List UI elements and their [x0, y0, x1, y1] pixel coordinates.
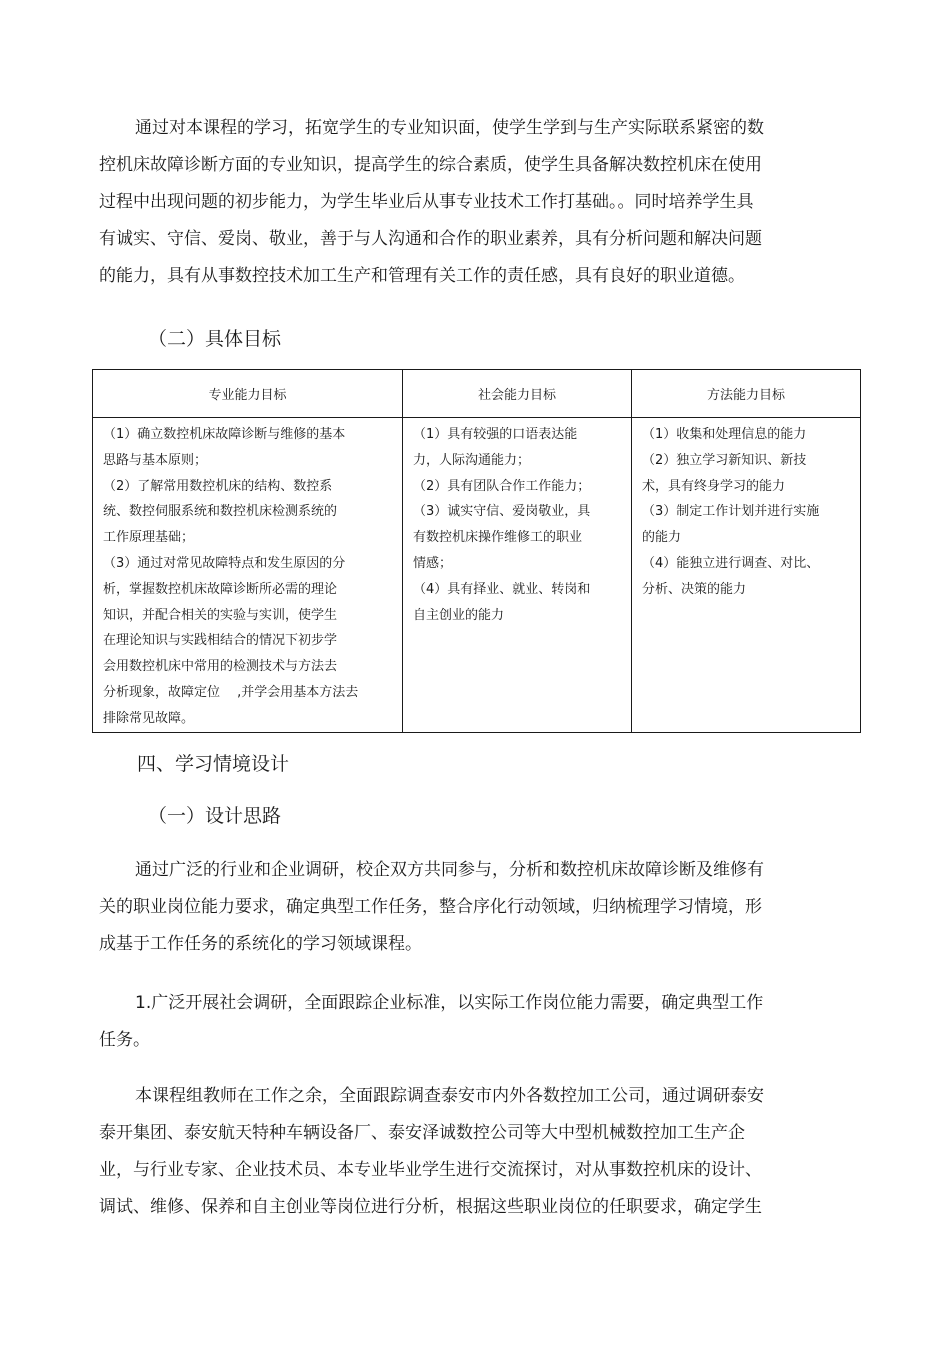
research-line: 业，与行业专家、企业技术员、本专业毕业学生进行交流探讨，对从事数控机床的设计、	[99, 1160, 762, 1180]
social-goal-line: 有数控机床操作维修工的职业	[413, 530, 583, 546]
method-goals-cell	[632, 418, 861, 733]
social-goal-line: （3）诚实守信、爱岗敬业，具	[413, 504, 591, 520]
point-one-paragraph	[99, 985, 801, 1059]
social-goal-line: 力，人际沟通能力；	[413, 452, 531, 468]
intro-line: 通过对本课程的学习，拓宽学生的专业知识面，使学生学到与生产实际联系紧密的数	[135, 118, 764, 138]
header-professional-goals: 专业能力目标	[93, 370, 403, 418]
professional-goal-line: 分析现象，故障定位 ,并学会用基本方法去	[103, 684, 359, 700]
professional-goal-line: 工作原理基础；	[103, 530, 195, 546]
method-goal-line: 分析、决策的能力	[642, 581, 747, 597]
goals-table	[92, 369, 861, 733]
professional-goal-line: （3）通过对常见故障特点和发生原因的分	[103, 555, 346, 571]
social-goals-cell	[403, 418, 632, 733]
intro-line: 控机床故障诊断方面的专业知识，提高学生的综合素质，使学生具备解决数控机床在使用	[99, 155, 762, 175]
intro-line: 有诚实、守信、爱岗、敬业，善于与人沟通和合作的职业素养，具有分析问题和解决问题	[99, 229, 762, 249]
header-social-goals: 社会能力目标	[403, 370, 632, 418]
design-paragraph	[99, 852, 801, 963]
social-goal-line: （4）具有择业、就业、转岗和	[413, 581, 591, 597]
method-goal-line: （4）能独立进行调查、对比、	[642, 555, 820, 571]
intro-line: 的能力，具有从事数控技术加工生产和管理有关工作的责任感，具有良好的职业道德。	[99, 266, 745, 286]
social-goal-line: 自主创业的能力	[413, 607, 505, 623]
header-method-goals: 方法能力目标	[632, 370, 861, 418]
research-line: 调试、维修、保养和自主创业等岗位进行分析，根据这些职业岗位的任职要求，确定学生	[99, 1197, 762, 1217]
method-goal-line: 术，具有终身学习的能力	[642, 478, 786, 494]
specific-goals-heading: （二）具体目标	[148, 328, 282, 350]
professional-goal-line: 会用数控机床中常用的检测技术与方法去	[103, 659, 338, 675]
professional-goal-line: （2）了解常用数控机床的结构、数控系	[103, 478, 333, 494]
point-one-line: 1.广泛开展社会调研，全面跟踪企业标准，以实际工作岗位能力需要，确定典型工作	[135, 993, 764, 1013]
design-line: 成基于工作任务的系统化的学习领域课程。	[99, 934, 422, 954]
social-goal-line: 情感；	[413, 555, 453, 571]
intro-line: 过程中出现问题的初步能力，为学生毕业后从事专业技术工作打基础。。同时培养学生具	[99, 192, 754, 212]
professional-goal-line: 在理论知识与实践相结合的情况下初步学	[103, 633, 338, 649]
method-goal-line: 的能力	[642, 530, 682, 546]
goals-table-header-row	[93, 370, 861, 418]
research-line: 泰开集团、泰安航天特种车辆设备厂、泰安泽诚数控公司等大中型机械数控加工生产企	[99, 1123, 745, 1143]
professional-goal-line: 知识，并配合相关的实验与实训，使学生	[103, 607, 338, 623]
professional-goal-line: 析，掌握数控机床故障诊断所必需的理论	[103, 581, 338, 597]
design-idea-heading: （一）设计思路	[148, 805, 282, 827]
social-goal-line: （2）具有团队合作工作能力；	[413, 478, 591, 494]
professional-goal-line: （1）确立数控机床故障诊断与维修的基本	[103, 427, 346, 442]
research-paragraph	[99, 1078, 801, 1226]
design-line: 关的职业岗位能力要求，确定典型工作任务，整合序化行动领域，归纳梳理学习情境，形	[99, 897, 762, 917]
professional-goal-line: 思路与基本原则；	[103, 452, 208, 468]
method-goal-line: （3）制定工作计划并进行实施	[642, 504, 820, 520]
professional-goal-line: 统、数控伺服系统和数控机床检测系统的	[103, 504, 338, 520]
section-four-heading: 四、学习情境设计	[137, 753, 290, 775]
professional-goals-cell	[93, 418, 403, 733]
design-line: 通过广泛的行业和企业调研，校企双方共同参与，分析和数控机床故障诊断及维修有	[135, 860, 764, 880]
goals-table-row	[93, 418, 861, 733]
method-goal-line: （2）独立学习新知识、新技	[642, 452, 807, 468]
intro-paragraph	[99, 110, 801, 295]
professional-goal-line: 排除常见故障。	[103, 710, 195, 726]
social-goal-line: （1）具有较强的口语表达能	[413, 427, 578, 442]
method-goal-line: （1）收集和处理信息的能力	[642, 427, 807, 442]
point-one-line: 任务。	[99, 1030, 150, 1050]
research-line: 本课程组教师在工作之余，全面跟踪调查泰安市内外各数控加工公司，通过调研泰安	[135, 1086, 764, 1106]
